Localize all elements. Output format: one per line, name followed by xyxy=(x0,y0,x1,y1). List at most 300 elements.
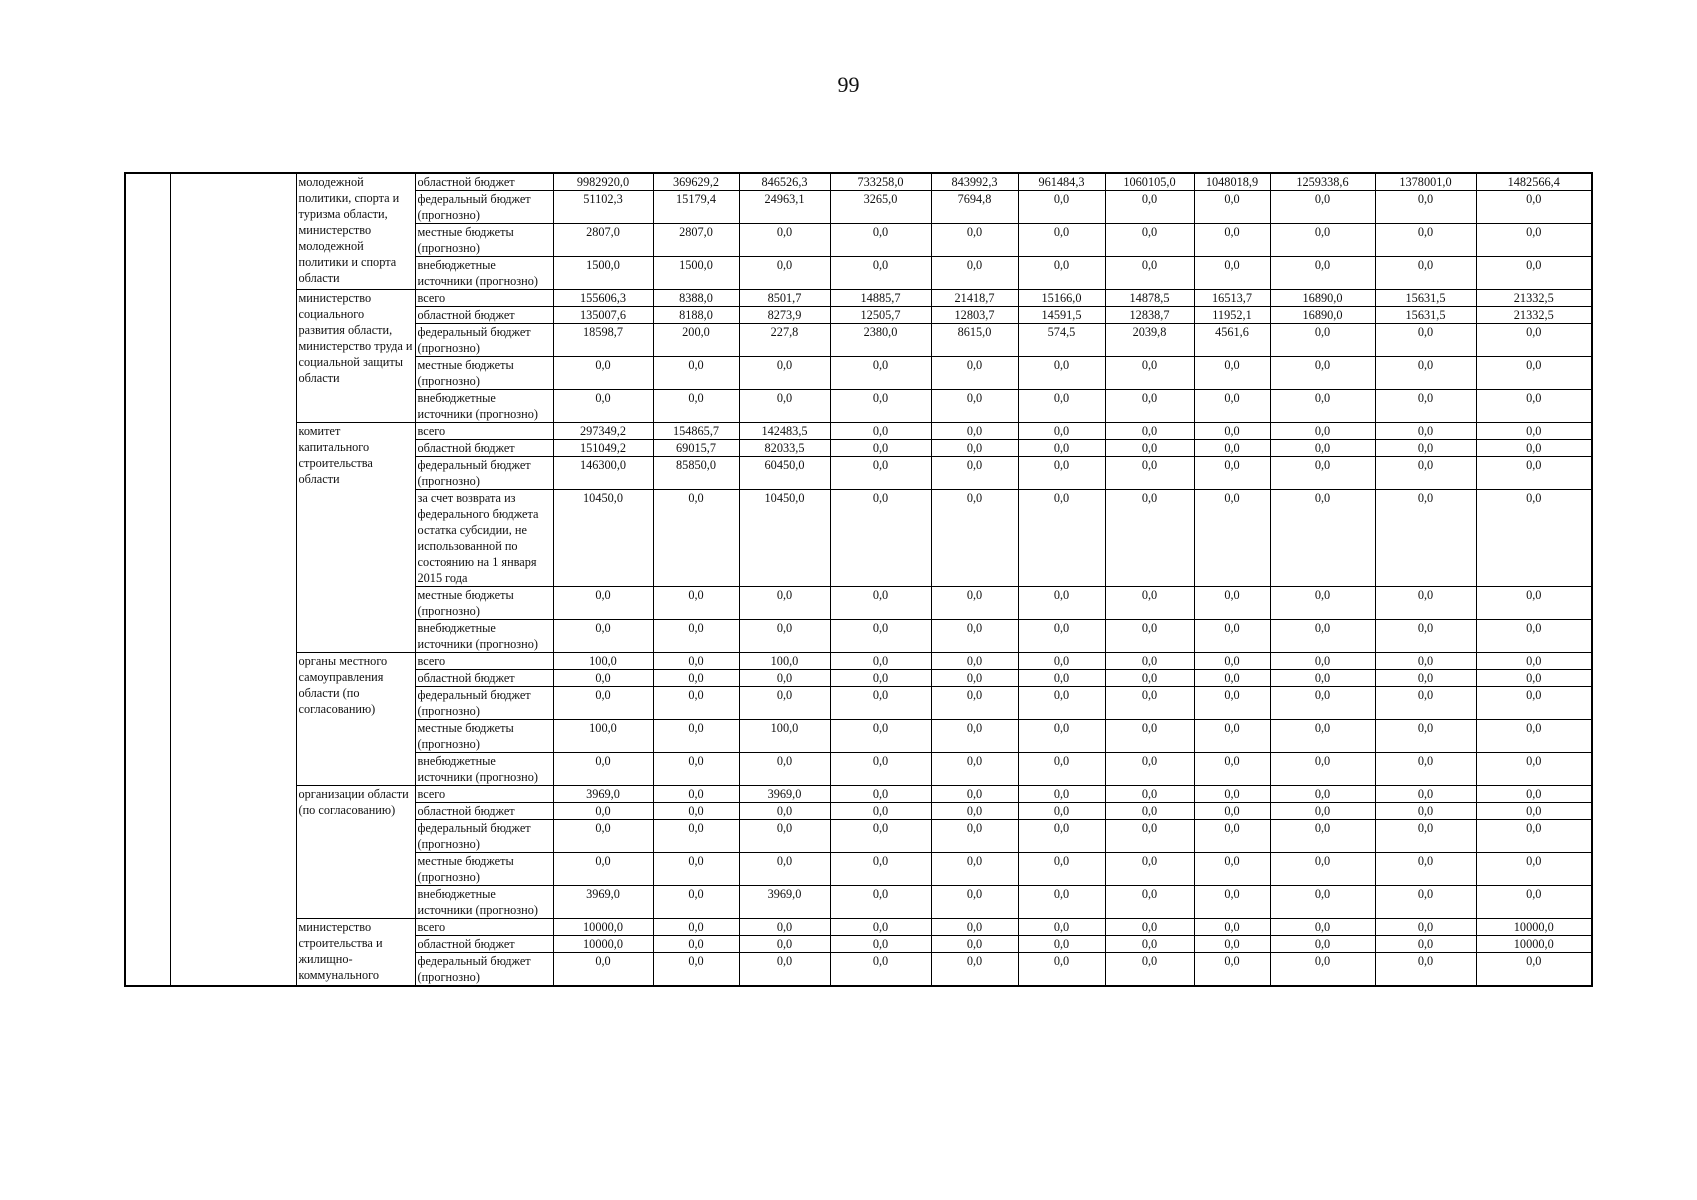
table-row xyxy=(125,423,1592,440)
funding-source-cell: местные бюджеты (прогнозно) xyxy=(415,853,553,886)
value-cell: 0,0 xyxy=(1105,720,1194,753)
value-cell: 0,0 xyxy=(1270,886,1375,919)
value-cell: 12505,7 xyxy=(830,307,931,324)
value-cell: 0,0 xyxy=(1018,440,1105,457)
value-cell: 0,0 xyxy=(739,257,830,290)
value-cell: 0,0 xyxy=(1375,653,1476,670)
funding-source-cell: за счет возврата из федерального бюджета остатка субсидии, не использованной по состоянию на 1 января 2015 года xyxy=(415,490,553,587)
executor-cell: министерство строительства и жилищно-коммунального xyxy=(296,919,415,987)
value-cell: 0,0 xyxy=(1270,457,1375,490)
value-cell: 0,0 xyxy=(1375,670,1476,687)
funding-source-cell: федеральный бюджет (прогнозно) xyxy=(415,953,553,987)
table-row xyxy=(125,290,1592,307)
funding-source-cell: областной бюджет xyxy=(415,173,553,191)
value-cell: 0,0 xyxy=(553,853,653,886)
value-cell: 0,0 xyxy=(1194,224,1270,257)
value-cell: 9982920,0 xyxy=(553,173,653,191)
value-cell: 4561,6 xyxy=(1194,324,1270,357)
value-cell: 21418,7 xyxy=(931,290,1018,307)
funding-source-cell: внебюджетные источники (прогнозно) xyxy=(415,620,553,653)
value-cell: 0,0 xyxy=(653,653,739,670)
value-cell: 0,0 xyxy=(830,423,931,440)
value-cell: 0,0 xyxy=(1270,919,1375,936)
value-cell: 0,0 xyxy=(1018,886,1105,919)
funding-source-cell: федеральный бюджет (прогнозно) xyxy=(415,324,553,357)
value-cell: 0,0 xyxy=(1476,687,1592,720)
value-cell: 0,0 xyxy=(553,687,653,720)
value-cell: 0,0 xyxy=(1476,191,1592,224)
value-cell: 15631,5 xyxy=(1375,290,1476,307)
value-cell: 0,0 xyxy=(931,670,1018,687)
value-cell: 0,0 xyxy=(1105,490,1194,587)
value-cell: 0,0 xyxy=(1476,620,1592,653)
value-cell: 0,0 xyxy=(1018,457,1105,490)
value-cell: 151049,2 xyxy=(553,440,653,457)
value-cell: 0,0 xyxy=(1018,803,1105,820)
value-cell: 0,0 xyxy=(830,820,931,853)
value-cell: 0,0 xyxy=(653,820,739,853)
value-cell: 733258,0 xyxy=(830,173,931,191)
value-cell: 154865,7 xyxy=(653,423,739,440)
value-cell: 0,0 xyxy=(1375,936,1476,953)
table-row xyxy=(125,786,1592,803)
value-cell: 0,0 xyxy=(1476,753,1592,786)
value-cell: 0,0 xyxy=(1476,886,1592,919)
value-cell: 16513,7 xyxy=(1194,290,1270,307)
value-cell: 0,0 xyxy=(830,720,931,753)
executor-cell: молодежной политики, спорта и туризма области, министерство молодежной политики и спорта области xyxy=(296,173,415,290)
value-cell: 0,0 xyxy=(553,357,653,390)
funding-source-cell: федеральный бюджет (прогнозно) xyxy=(415,457,553,490)
value-cell: 0,0 xyxy=(1270,720,1375,753)
value-cell: 0,0 xyxy=(1018,670,1105,687)
value-cell: 0,0 xyxy=(1105,786,1194,803)
value-cell: 0,0 xyxy=(931,257,1018,290)
value-cell: 3265,0 xyxy=(830,191,931,224)
value-cell: 24963,1 xyxy=(739,191,830,224)
value-cell: 0,0 xyxy=(1105,457,1194,490)
funding-source-cell: внебюджетные источники (прогнозно) xyxy=(415,390,553,423)
value-cell: 0,0 xyxy=(1375,357,1476,390)
value-cell: 0,0 xyxy=(1194,423,1270,440)
value-cell: 0,0 xyxy=(931,620,1018,653)
value-cell: 0,0 xyxy=(830,457,931,490)
value-cell: 0,0 xyxy=(931,853,1018,886)
value-cell: 0,0 xyxy=(830,936,931,953)
value-cell: 0,0 xyxy=(830,490,931,587)
value-cell: 14591,5 xyxy=(1018,307,1105,324)
value-cell: 0,0 xyxy=(1018,653,1105,670)
value-cell: 0,0 xyxy=(1194,919,1270,936)
value-cell: 0,0 xyxy=(1018,191,1105,224)
value-cell: 0,0 xyxy=(830,919,931,936)
value-cell: 0,0 xyxy=(1375,853,1476,886)
value-cell: 0,0 xyxy=(1375,440,1476,457)
funding-source-cell: всего xyxy=(415,423,553,440)
value-cell: 0,0 xyxy=(1476,853,1592,886)
value-cell: 0,0 xyxy=(1194,490,1270,587)
value-cell: 0,0 xyxy=(1476,953,1592,987)
value-cell: 0,0 xyxy=(1105,687,1194,720)
value-cell: 0,0 xyxy=(1476,390,1592,423)
funding-source-cell: федеральный бюджет (прогнозно) xyxy=(415,820,553,853)
value-cell: 0,0 xyxy=(1105,919,1194,936)
value-cell: 0,0 xyxy=(1270,803,1375,820)
value-cell: 15166,0 xyxy=(1018,290,1105,307)
value-cell: 142483,5 xyxy=(739,423,830,440)
value-cell: 21332,5 xyxy=(1476,307,1592,324)
value-cell: 0,0 xyxy=(553,803,653,820)
value-cell: 0,0 xyxy=(1476,440,1592,457)
value-cell: 0,0 xyxy=(553,953,653,987)
funding-source-cell: областной бюджет xyxy=(415,936,553,953)
value-cell: 0,0 xyxy=(1476,490,1592,587)
value-cell: 0,0 xyxy=(1105,440,1194,457)
value-cell: 369629,2 xyxy=(653,173,739,191)
value-cell: 15631,5 xyxy=(1375,307,1476,324)
value-cell: 0,0 xyxy=(830,587,931,620)
funding-source-cell: областной бюджет xyxy=(415,803,553,820)
value-cell: 0,0 xyxy=(1476,357,1592,390)
value-cell: 0,0 xyxy=(1105,853,1194,886)
value-cell: 0,0 xyxy=(1018,257,1105,290)
funding-source-cell: всего xyxy=(415,786,553,803)
value-cell: 12838,7 xyxy=(1105,307,1194,324)
value-cell: 0,0 xyxy=(1476,324,1592,357)
value-cell: 10450,0 xyxy=(553,490,653,587)
funding-source-cell: внебюджетные источники (прогнозно) xyxy=(415,753,553,786)
value-cell: 0,0 xyxy=(1194,357,1270,390)
value-cell: 21332,5 xyxy=(1476,290,1592,307)
value-cell: 0,0 xyxy=(830,670,931,687)
value-cell: 0,0 xyxy=(931,886,1018,919)
value-cell: 10000,0 xyxy=(1476,936,1592,953)
value-cell: 0,0 xyxy=(739,936,830,953)
funding-source-cell: всего xyxy=(415,919,553,936)
value-cell: 0,0 xyxy=(931,587,1018,620)
value-cell: 16890,0 xyxy=(1270,307,1375,324)
value-cell: 0,0 xyxy=(830,753,931,786)
value-cell: 0,0 xyxy=(1476,257,1592,290)
value-cell: 0,0 xyxy=(653,357,739,390)
value-cell: 3969,0 xyxy=(739,886,830,919)
value-cell: 0,0 xyxy=(1270,587,1375,620)
value-cell: 0,0 xyxy=(1270,390,1375,423)
value-cell: 0,0 xyxy=(1375,191,1476,224)
value-cell: 0,0 xyxy=(1270,490,1375,587)
value-cell: 1378001,0 xyxy=(1375,173,1476,191)
value-cell: 0,0 xyxy=(739,853,830,886)
value-cell: 16890,0 xyxy=(1270,290,1375,307)
value-cell: 0,0 xyxy=(1476,786,1592,803)
value-cell: 0,0 xyxy=(553,753,653,786)
value-cell: 0,0 xyxy=(1194,936,1270,953)
value-cell: 843992,3 xyxy=(931,173,1018,191)
value-cell: 51102,3 xyxy=(553,191,653,224)
value-cell: 0,0 xyxy=(653,720,739,753)
value-cell: 146300,0 xyxy=(553,457,653,490)
value-cell: 0,0 xyxy=(1270,257,1375,290)
funding-source-cell: федеральный бюджет (прогнозно) xyxy=(415,687,553,720)
value-cell: 0,0 xyxy=(1476,587,1592,620)
table-row xyxy=(125,919,1592,936)
value-cell: 0,0 xyxy=(1270,423,1375,440)
value-cell: 0,0 xyxy=(830,803,931,820)
value-cell: 0,0 xyxy=(931,440,1018,457)
value-cell: 0,0 xyxy=(830,786,931,803)
value-cell: 0,0 xyxy=(1018,753,1105,786)
value-cell: 0,0 xyxy=(553,390,653,423)
value-cell: 961484,3 xyxy=(1018,173,1105,191)
value-cell: 0,0 xyxy=(1194,820,1270,853)
value-cell: 0,0 xyxy=(1105,670,1194,687)
funding-source-cell: областной бюджет xyxy=(415,307,553,324)
value-cell: 3969,0 xyxy=(553,886,653,919)
value-cell: 0,0 xyxy=(931,919,1018,936)
value-cell: 0,0 xyxy=(1194,853,1270,886)
funding-source-cell: внебюджетные источники (прогнозно) xyxy=(415,257,553,290)
value-cell: 10000,0 xyxy=(553,919,653,936)
value-cell: 0,0 xyxy=(1018,620,1105,653)
value-cell: 0,0 xyxy=(931,953,1018,987)
value-cell: 0,0 xyxy=(1476,224,1592,257)
value-cell: 0,0 xyxy=(931,357,1018,390)
value-cell: 200,0 xyxy=(653,324,739,357)
value-cell: 10450,0 xyxy=(739,490,830,587)
value-cell: 0,0 xyxy=(1018,587,1105,620)
funding-source-cell: внебюджетные источники (прогнозно) xyxy=(415,886,553,919)
budget-table xyxy=(124,172,1593,987)
value-cell: 0,0 xyxy=(739,953,830,987)
value-cell: 15179,4 xyxy=(653,191,739,224)
value-cell: 0,0 xyxy=(1194,953,1270,987)
value-cell: 0,0 xyxy=(1105,423,1194,440)
value-cell: 0,0 xyxy=(553,820,653,853)
value-cell: 0,0 xyxy=(739,803,830,820)
value-cell: 0,0 xyxy=(830,390,931,423)
value-cell: 0,0 xyxy=(1375,803,1476,820)
value-cell: 0,0 xyxy=(1375,423,1476,440)
value-cell: 0,0 xyxy=(1375,490,1476,587)
value-cell: 0,0 xyxy=(653,620,739,653)
value-cell: 0,0 xyxy=(1476,820,1592,853)
value-cell: 0,0 xyxy=(1375,953,1476,987)
value-cell: 0,0 xyxy=(1194,440,1270,457)
funding-source-cell: местные бюджеты (прогнозно) xyxy=(415,720,553,753)
value-cell: 0,0 xyxy=(1194,670,1270,687)
value-cell: 0,0 xyxy=(739,357,830,390)
value-cell: 0,0 xyxy=(1194,687,1270,720)
value-cell: 85850,0 xyxy=(653,457,739,490)
value-cell: 0,0 xyxy=(1270,687,1375,720)
value-cell: 0,0 xyxy=(653,953,739,987)
value-cell: 0,0 xyxy=(653,490,739,587)
value-cell: 100,0 xyxy=(553,653,653,670)
value-cell: 12803,7 xyxy=(931,307,1018,324)
value-cell: 0,0 xyxy=(1105,224,1194,257)
value-cell: 0,0 xyxy=(1018,853,1105,886)
value-cell: 0,0 xyxy=(1270,670,1375,687)
value-cell: 1500,0 xyxy=(553,257,653,290)
value-cell: 0,0 xyxy=(1194,390,1270,423)
executor-cell: министерство социального развития области, министерство труда и социальной защиты области xyxy=(296,290,415,423)
value-cell: 0,0 xyxy=(1105,587,1194,620)
value-cell: 0,0 xyxy=(830,886,931,919)
value-cell: 0,0 xyxy=(653,687,739,720)
value-cell: 0,0 xyxy=(1105,886,1194,919)
executor-cell: комитет капитального строительства области xyxy=(296,423,415,653)
value-cell: 0,0 xyxy=(1375,257,1476,290)
value-cell: 8388,0 xyxy=(653,290,739,307)
value-cell: 0,0 xyxy=(931,753,1018,786)
value-cell: 0,0 xyxy=(1270,936,1375,953)
value-cell: 0,0 xyxy=(1375,753,1476,786)
value-cell: 82033,5 xyxy=(739,440,830,457)
value-cell: 0,0 xyxy=(1375,919,1476,936)
value-cell: 0,0 xyxy=(1375,720,1476,753)
table-row xyxy=(125,653,1592,670)
value-cell: 0,0 xyxy=(830,224,931,257)
value-cell: 0,0 xyxy=(1476,457,1592,490)
value-cell: 0,0 xyxy=(1018,423,1105,440)
value-cell: 0,0 xyxy=(1194,191,1270,224)
value-cell: 0,0 xyxy=(1375,587,1476,620)
value-cell: 0,0 xyxy=(1476,423,1592,440)
value-cell: 0,0 xyxy=(1194,620,1270,653)
value-cell: 0,0 xyxy=(1105,953,1194,987)
value-cell: 0,0 xyxy=(830,357,931,390)
value-cell: 0,0 xyxy=(1270,620,1375,653)
value-cell: 0,0 xyxy=(1018,820,1105,853)
value-cell: 297349,2 xyxy=(553,423,653,440)
value-cell: 0,0 xyxy=(1105,803,1194,820)
value-cell: 0,0 xyxy=(1105,620,1194,653)
value-cell: 0,0 xyxy=(1270,786,1375,803)
value-cell: 2039,8 xyxy=(1105,324,1194,357)
value-cell: 0,0 xyxy=(1105,257,1194,290)
executor-cell: организации области (по согласованию) xyxy=(296,786,415,919)
value-cell: 3969,0 xyxy=(739,786,830,803)
value-cell: 0,0 xyxy=(931,687,1018,720)
value-cell: 0,0 xyxy=(1375,620,1476,653)
value-cell: 0,0 xyxy=(830,687,931,720)
value-cell: 0,0 xyxy=(1018,936,1105,953)
value-cell: 0,0 xyxy=(830,440,931,457)
value-cell: 0,0 xyxy=(739,224,830,257)
value-cell: 0,0 xyxy=(1375,324,1476,357)
value-cell: 0,0 xyxy=(1105,820,1194,853)
value-cell: 0,0 xyxy=(653,886,739,919)
value-cell: 0,0 xyxy=(1270,324,1375,357)
value-cell: 1060105,0 xyxy=(1105,173,1194,191)
value-cell: 0,0 xyxy=(1375,687,1476,720)
value-cell: 0,0 xyxy=(1375,820,1476,853)
value-cell: 0,0 xyxy=(1194,753,1270,786)
value-cell: 0,0 xyxy=(830,620,931,653)
value-cell: 0,0 xyxy=(1105,191,1194,224)
value-cell: 14885,7 xyxy=(830,290,931,307)
value-cell: 100,0 xyxy=(739,653,830,670)
value-cell: 69015,7 xyxy=(653,440,739,457)
value-cell: 0,0 xyxy=(1018,390,1105,423)
funding-source-cell: областной бюджет xyxy=(415,440,553,457)
value-cell: 0,0 xyxy=(739,620,830,653)
funding-source-cell: местные бюджеты (прогнозно) xyxy=(415,357,553,390)
value-cell: 100,0 xyxy=(739,720,830,753)
value-cell: 0,0 xyxy=(1105,753,1194,786)
value-cell: 0,0 xyxy=(1375,224,1476,257)
value-cell: 0,0 xyxy=(931,490,1018,587)
value-cell: 0,0 xyxy=(1375,786,1476,803)
value-cell: 0,0 xyxy=(931,390,1018,423)
value-cell: 100,0 xyxy=(553,720,653,753)
value-cell: 0,0 xyxy=(653,670,739,687)
value-cell: 0,0 xyxy=(1270,357,1375,390)
value-cell: 0,0 xyxy=(1105,357,1194,390)
value-cell: 0,0 xyxy=(830,653,931,670)
value-cell: 2807,0 xyxy=(653,224,739,257)
value-cell: 0,0 xyxy=(1194,587,1270,620)
value-cell: 0,0 xyxy=(653,786,739,803)
value-cell: 0,0 xyxy=(1270,753,1375,786)
value-cell: 0,0 xyxy=(1270,953,1375,987)
funding-source-cell: всего xyxy=(415,653,553,670)
value-cell: 135007,6 xyxy=(553,307,653,324)
value-cell: 0,0 xyxy=(830,853,931,886)
value-cell: 0,0 xyxy=(931,720,1018,753)
value-cell: 0,0 xyxy=(1018,786,1105,803)
value-cell: 0,0 xyxy=(931,786,1018,803)
value-cell: 0,0 xyxy=(1105,653,1194,670)
value-cell: 0,0 xyxy=(1018,490,1105,587)
funding-source-cell: местные бюджеты (прогнозно) xyxy=(415,587,553,620)
value-cell: 0,0 xyxy=(1270,853,1375,886)
value-cell: 1482566,4 xyxy=(1476,173,1592,191)
value-cell: 8188,0 xyxy=(653,307,739,324)
value-cell: 0,0 xyxy=(1476,803,1592,820)
value-cell: 0,0 xyxy=(1194,886,1270,919)
value-cell: 0,0 xyxy=(553,587,653,620)
value-cell: 10000,0 xyxy=(1476,919,1592,936)
program-name-column-cell xyxy=(170,173,296,986)
value-cell: 0,0 xyxy=(1375,886,1476,919)
value-cell: 8273,9 xyxy=(739,307,830,324)
value-cell: 1500,0 xyxy=(653,257,739,290)
value-cell: 14878,5 xyxy=(1105,290,1194,307)
value-cell: 0,0 xyxy=(653,919,739,936)
value-cell: 0,0 xyxy=(653,390,739,423)
funding-source-cell: федеральный бюджет (прогнозно) xyxy=(415,191,553,224)
value-cell: 0,0 xyxy=(1194,720,1270,753)
value-cell: 0,0 xyxy=(1375,390,1476,423)
value-cell: 18598,7 xyxy=(553,324,653,357)
value-cell: 0,0 xyxy=(1476,653,1592,670)
value-cell: 0,0 xyxy=(931,457,1018,490)
value-cell: 574,5 xyxy=(1018,324,1105,357)
value-cell: 11952,1 xyxy=(1194,307,1270,324)
value-cell: 0,0 xyxy=(653,587,739,620)
funding-source-cell: всего xyxy=(415,290,553,307)
value-cell: 0,0 xyxy=(1105,390,1194,423)
value-cell: 227,8 xyxy=(739,324,830,357)
value-cell: 0,0 xyxy=(739,753,830,786)
value-cell: 0,0 xyxy=(1194,457,1270,490)
value-cell: 2380,0 xyxy=(830,324,931,357)
value-cell: 0,0 xyxy=(1194,257,1270,290)
value-cell: 0,0 xyxy=(553,620,653,653)
value-cell: 0,0 xyxy=(931,820,1018,853)
value-cell: 0,0 xyxy=(1018,224,1105,257)
